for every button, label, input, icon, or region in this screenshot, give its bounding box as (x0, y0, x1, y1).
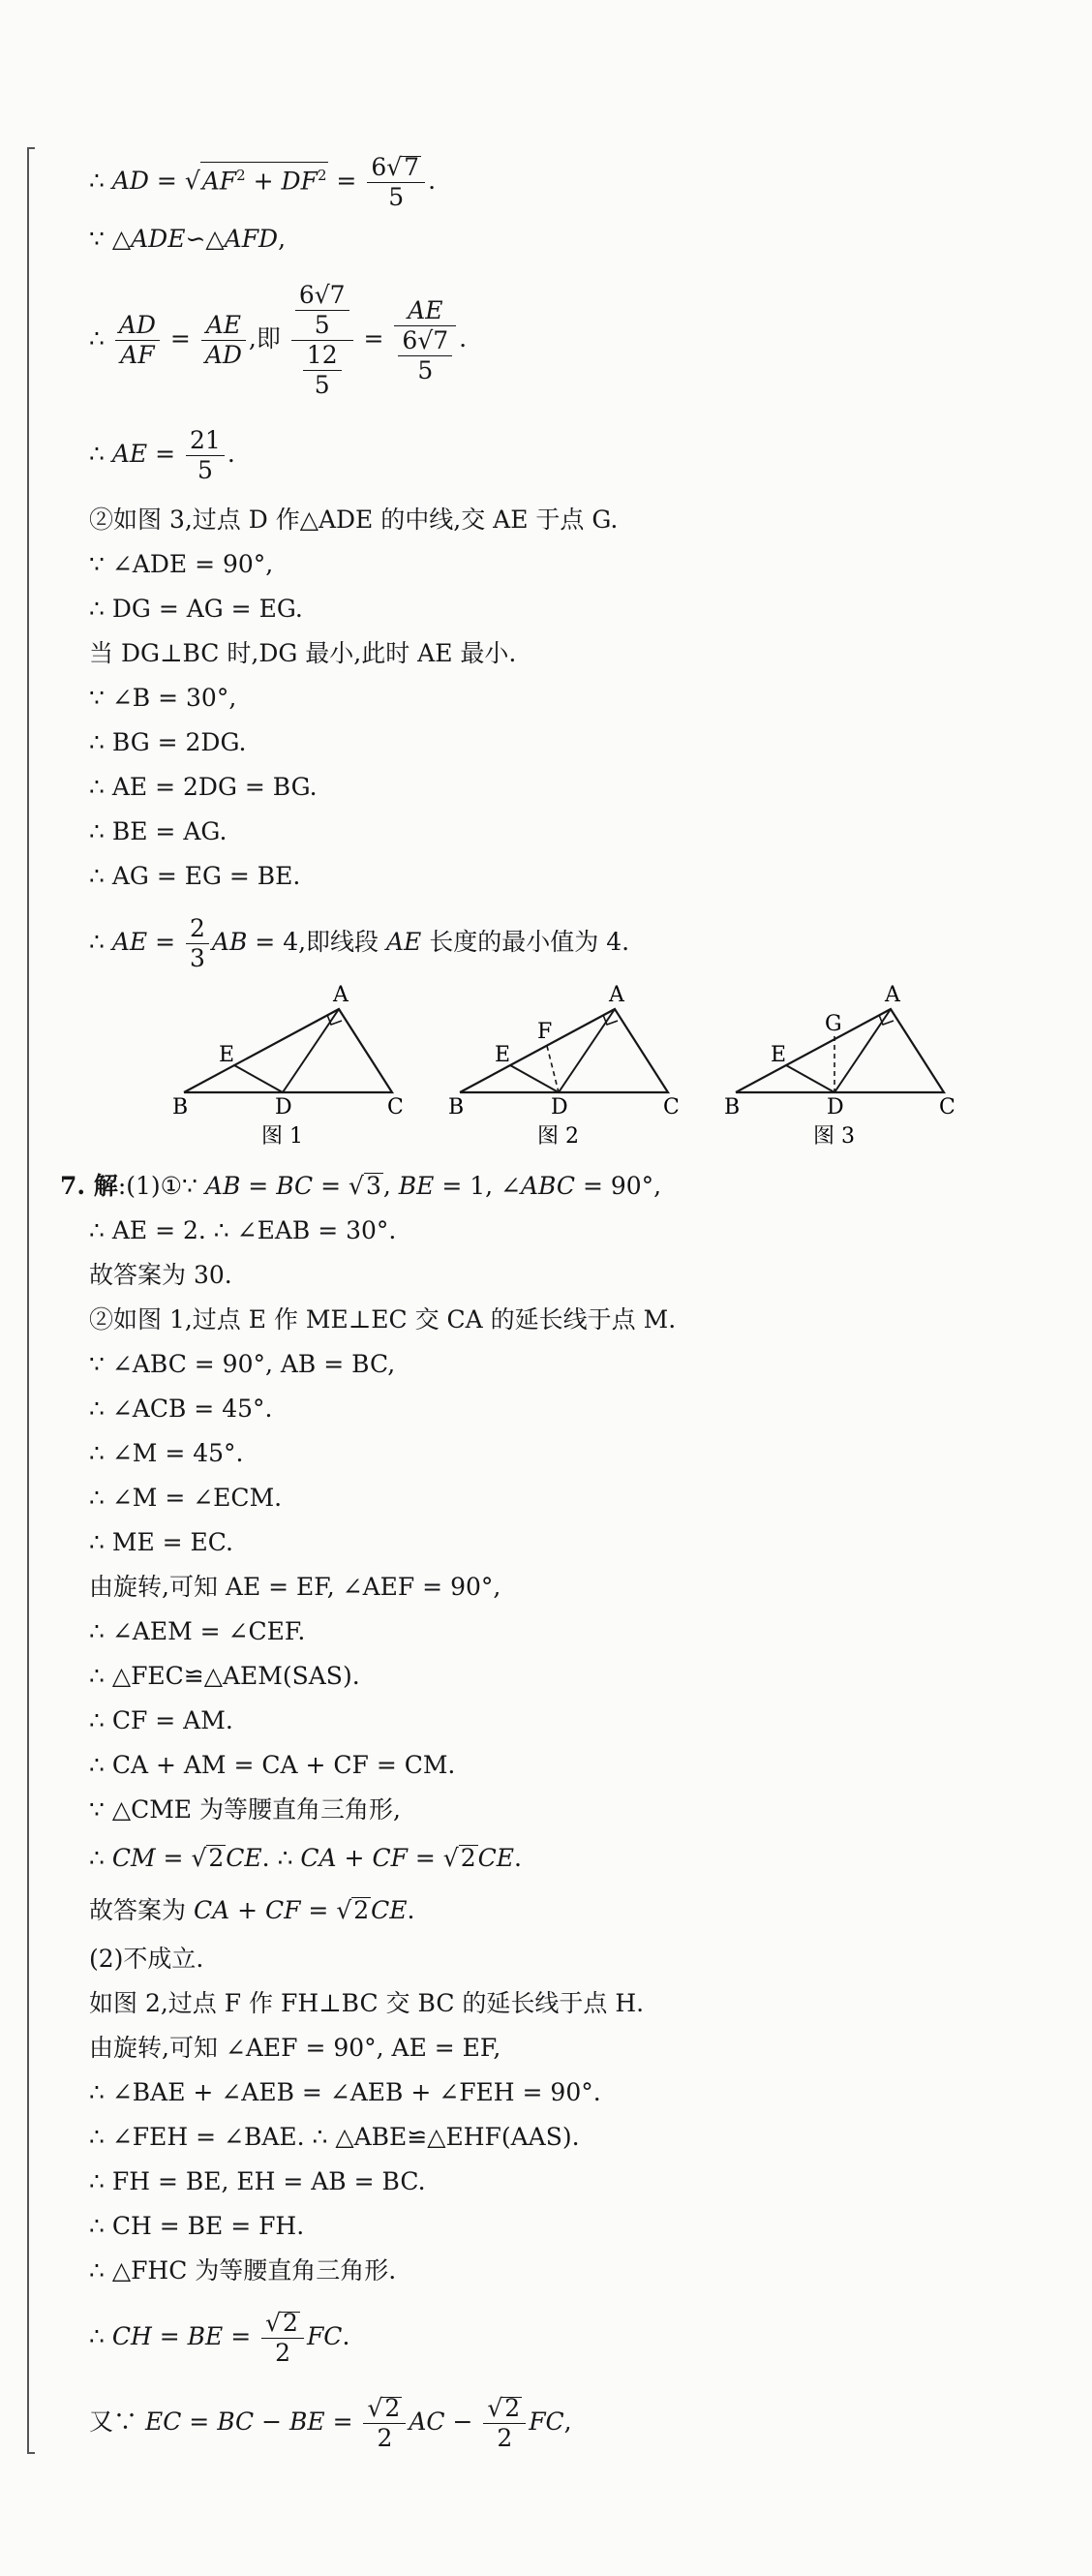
line-ratio: ∴ $\frac{AD}{AF}$ = $\frac{AE}{AD}$ ,即 $\frac{\frac{6√7}{5}}{\frac{12}{5}}$ = $\frac{AE}{\frac{6√7}{5}}$ . (89, 281, 468, 399)
line-22: ∴ ∠M = ∠ECM. (89, 1484, 283, 1512)
line-39: ∴ △FHC 为等腰直角三角形. (89, 2256, 397, 2285)
margin-tick-bottom (27, 2452, 35, 2454)
line-25: ∴ ∠AEM = ∠CEF. (89, 1617, 306, 1645)
fig1-label-A: A (333, 983, 349, 1007)
figure-1 (165, 978, 416, 1166)
line-16: ∴ AE = 2. ∴ ∠EAB = 30°. (89, 1216, 397, 1244)
line-20: ∴ ∠ACB = 45°. (89, 1395, 273, 1423)
fig2-label-D: D (551, 1095, 568, 1119)
line-33: 如图 2,过点 F 作 FH⊥BC 交 BC 的延长线于点 H. (89, 1989, 645, 2017)
line-6: ∵ ∠ADE = 90°, (89, 550, 274, 578)
line-10: ∴ BG = 2DG. (89, 728, 247, 756)
line-29: ∵ △CME 为等腰直角三角形, (89, 1795, 401, 1824)
line-ec: 又∵ EC = BC − BE = $\frac{√2}{2}$ AC − $\frac{√2}{2}$ FC, (89, 2394, 572, 2452)
fig2-label-A: A (609, 983, 624, 1007)
line-11: ∴ AE = 2DG = BG. (89, 773, 318, 801)
line-8: 当 DG⊥BC 时,DG 最小,此时 AE 最小. (89, 639, 517, 667)
fig3-caption: 图 3 (813, 1124, 855, 1149)
fig3-label-E: E (771, 1043, 787, 1067)
figure-2 (440, 978, 692, 1166)
line-21: ∴ ∠M = 45°. (89, 1439, 244, 1467)
line-34: 由旋转,可知 ∠AEF = 90°, AE = EF, (89, 2034, 501, 2062)
fig3-label-G: G (825, 1012, 842, 1036)
fig2-label-E: E (495, 1043, 511, 1067)
line-cm: ∴ CM = √2CE. ∴ CA + CF = √2CE. (89, 1844, 522, 1872)
line-23: ∴ ME = EC. (89, 1528, 233, 1556)
fig3-label-D: D (827, 1095, 844, 1119)
line-12: ∴ BE = AG. (89, 817, 228, 845)
line-19: ∵ ∠ABC = 90°, AB = BC, (89, 1350, 396, 1378)
line-26: ∴ △FEC≌△AEM(SAS). (89, 1662, 360, 1690)
fig2-caption: 图 2 (537, 1124, 579, 1149)
line-ad-value: ∴ AD = $√AF^2 + DF^2$ = $\frac{6√7}{5}$ . (89, 153, 437, 211)
line-18: ②如图 1,过点 E 作 ME⊥EC 交 CA 的延长线于点 M. (89, 1305, 677, 1334)
fig2-label-F: F (537, 1020, 553, 1044)
line-17: 故答案为 30. (89, 1261, 232, 1289)
line-similar: ∵ △ADE∽△AFD, (89, 225, 287, 253)
fig2-label-C: C (663, 1095, 680, 1119)
fig1-label-B: B (172, 1095, 189, 1119)
line-35: ∴ ∠BAE + ∠AEB = ∠AEB + ∠FEH = 90°. (89, 2078, 601, 2106)
line-37: ∴ FH = BE, EH = AB = BC. (89, 2167, 426, 2195)
line-problem7-start: 7. 解:(1)①∵ AB = BC = √3, BE = 1, ∠ABC = 90°, (60, 1172, 662, 1200)
line-13: ∴ AG = EG = BE. (89, 862, 301, 890)
margin-tick-top (27, 147, 35, 149)
fig3-label-B: B (724, 1095, 741, 1119)
fig1-label-E: E (219, 1043, 235, 1067)
line-9: ∵ ∠B = 30°, (89, 684, 237, 712)
line-7: ∴ DG = AG = EG. (89, 595, 303, 623)
figure-3 (716, 978, 968, 1166)
line-27: ∴ CF = AM. (89, 1706, 233, 1734)
fig1-caption: 图 1 (261, 1124, 303, 1149)
fig1-label-C: C (387, 1095, 404, 1119)
line-ch: ∴ CH = BE = $\frac{√2}{2}$ FC. (89, 2309, 350, 2367)
fig1-label-D: D (275, 1095, 292, 1119)
line-5: ②如图 3,过点 D 作△ADE 的中线,交 AE 于点 G. (89, 506, 619, 534)
fig3-label-C: C (939, 1095, 956, 1119)
line-32: (2)不成立. (89, 1945, 204, 1973)
line-38: ∴ CH = BE = FH. (89, 2212, 305, 2240)
left-margin-rule (27, 147, 29, 2452)
line-36: ∴ ∠FEH = ∠BAE. ∴ △ABE≌△EHF(AAS). (89, 2123, 580, 2151)
line-answer-2: 故答案为 CA + CF = √2CE. (89, 1896, 415, 1924)
line-ae-value: ∴ AE = $\frac{21}{5}$ . (89, 426, 235, 484)
fig3-label-A: A (885, 983, 900, 1007)
fig2-label-B: B (448, 1095, 465, 1119)
line-ae-min: ∴ AE = $\frac{2}{3}$ AB = 4,即线段 AE 长度的最小值为 4. (89, 914, 630, 972)
line-24: 由旋转,可知 AE = EF, ∠AEF = 90°, (89, 1573, 501, 1601)
line-28: ∴ CA + AM = CA + CF = CM. (89, 1751, 456, 1779)
